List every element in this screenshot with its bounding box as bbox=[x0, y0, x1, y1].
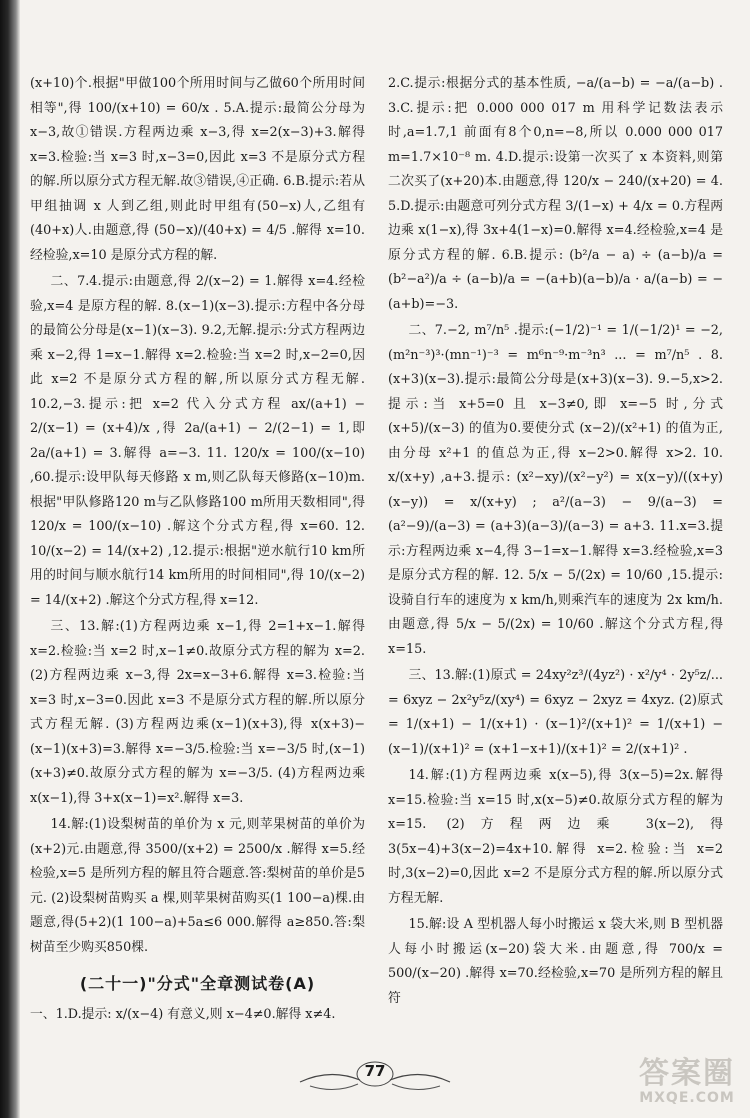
watermark-line2: MXQE.COM bbox=[639, 1090, 735, 1106]
page-number bbox=[290, 1060, 460, 1100]
left-paragraph: 二、7.4.提示:由题意,得 2/(x−2) = 1.解得 x=4.经检验,x=4 是原方程的解. 8.(x−1)(x−3).提示:方程中各分母的最简公分母是(x−1)(x−3). 9.2,无解.提示:分式方程两边乘 x−2,得 1=x−1.解得 x=2.检验:当 x=2 时,x−2=0,因此 x=2 不是原分式方程的解,所以原分式方程无解. 10.2,−3.提示:把 x=2 代入分式方程 ax/(a+1) − 2/(x−1) = (x+4)/x ,得 2a/(a+1) − 2/(2−1) = 1,即 2a/(a+1) = 3.解得 a=−3. 11. 120/x = 100/(x−10) ,60.提示:设甲队每天修路 x m,则乙队每天修路(x−10)m.根据"甲队修路120 m与乙队修路100 m所用天数相同",得 120/x = 100/(x−10) .解这个分式方程,得 x=60. 12. 10/(x−2) = 14/(x+2) ,12.提示:根据"逆水航行10 km所用的时间与顺水航行14 km所用的时间相同",得 10/(x−2) = 14/(x+2) .解这个分式方程,得 x=12. bbox=[30, 274, 365, 608]
right-paragraph: 15.解:设 A 型机器人每小时搬运 x 袋大米,则 B 型机器人每小时搬运(x−20)袋大米.由题意,得 700/x = 500/(x−20) .解得 x=70.经检验,x=70 是所列方程的解且符 bbox=[388, 917, 723, 1006]
left-paragraph: 三、13.解:(1)方程两边乘 x−1,得 2=1+x−1.解得 x=2.检验:当 x=2 时,x−1≠0.故原分式方程的解为 x=2. (2)方程两边乘 x−3,得 2x=x−3+6.解得 x=3.检验:当 x=3 时,x−3=0.因此 x=3 不是原分式方程的解.所以原分式方程无解. (3)方程两边乘(x−1)(x+3),得 x(x+3)−(x−1)(x+3)=3.解得 x=−3/5.检验:当 x=−3/5 时,(x−1)(x+3)≠0.故原分式方程的解为 x=−3/5. (4)方程两边乘 x(x−1),得 3+x(x−1)=x².解得 x=3. bbox=[30, 619, 365, 806]
right-paragraph: 二、7.−2, m⁷/n⁵ .提示:(−1/2)⁻¹ = 1/(−1/2)¹ = −2,(m²n⁻³)³·(mn⁻¹)⁻³ = m⁶n⁻⁹·m⁻³n³ ... = m⁷/n⁵ . 8.(x+3)(x−3).提示:最简公分母是(x+3)(x−3). 9.−5,x>2.提示:当 x+5=0 且 x−3≠0,即 x=−5 时,分式 (x+5)/(x−3) 的值为0.要使分式 (x−2)/(x²+1) 的值为正,由分母 x²+1 的值总为正,得 x−2>0.解得 x>2. 10. x/(x+y) ,a+3.提示: (x²−xy)/(x²−y²) = x(x−y)/((x+y)(x−y)) = x/(x+y) ; a²/(a−3) − 9/(a−3) = (a²−9)/(a−3) = (a+3)(a−3)/(a−3) = a+3. 11.x=3.提示:方程两边乘 x−4,得 3−1=x−1.解得 x=3.经检验,x=3 是原分式方程的解. 12. 5/x − 5/(2x) = 10/60 ,15.提示:设骑自行车的速度为 x km/h,则乘汽车的速度为 2x km/h.由题意,得 5/x − 5/(2x) = 10/60 .解这个分式方程,得 x=15. bbox=[388, 323, 723, 657]
chapter-title: (二十一)"分式"全章测试卷(A) bbox=[79, 974, 316, 993]
page-binding-edge bbox=[0, 0, 20, 1118]
watermark-line1: 答案圈 bbox=[639, 1056, 735, 1091]
watermark-logo bbox=[628, 1058, 746, 1114]
left-paragraph: 一、1.D.提示: x/(x−4) 有意义,则 x−4≠0.解得 x≠4. bbox=[30, 1006, 336, 1022]
right-column bbox=[388, 72, 723, 1013]
left-paragraph: (x+10)个.根据"甲做100个所用时间与乙做60个所用时间相等",得 100/(x+10) = 60/x . 5.A.提示:最简公分母为x−3,故①错误.方程两边乘 x−3,得 x=2(x−3)+3.解得 x=3.检验:当 x=3 时,x−3=0,因此 x=3 不是原分式方程的解.所以原分式方程无解.故③错误,④正确. 6.B.提示:若从甲组抽调 x 人到乙组,则此时甲组有(50−x)人,乙组有(40+x)人.由题意,得 (50−x)/(40+x) = 4/5 .解得 x=10.经检验,x=10 是原分式方程的解. bbox=[30, 76, 365, 263]
left-column bbox=[30, 72, 365, 1029]
right-paragraph: 14.解:(1)方程两边乘 x(x−5),得 3(x−5)=2x.解得 x=15.检验:当 x=15 时,x(x−5)≠0.故原分式方程的解为 x=15. (2)方程两边乘 3(x−2),得 3(5x−4)+3(x−2)=4x+10.解得 x=2.检验:当 x=2 时,3(x−2)=0,因此 x=2 不是原分式方程的解.所以原分式方程无解. bbox=[388, 768, 723, 906]
right-paragraph: 三、13.解:(1)原式 = 24xy²z³/(4yz²) · x²/y⁴ · 2y⁵z/... = 6xyz − 2x²y⁵z/(xy⁴) = 6xyz − 2xyz = 4xyz. (2)原式 = 1/(x+1) − 1/(x+1) · (x−1)²/(x+1)² = 1/(x+1) − (x−1)/(x+1)² = (x+1−x+1)/(x+1)² = 2/(x+1)² . bbox=[388, 668, 723, 757]
page-number-text: 77 bbox=[364, 1062, 386, 1080]
right-paragraph: 2.C.提示:根据分式的基本性质, −a/(a−b) = −a/(a−b) . 3.C.提示:把 0.000 000 017 m 用科学记数法表示时,a=1.7,1 前面有8个0,n=−8,所以 0.000 000 017 m=1.7×10⁻⁸ m. 4.D.提示:设第一次买了 x 本资料,则第二次买了(x+20)本.由题意,得 120/x − 240/(x+20) = 4. 5.D.提示:由题意可列分式方程 3/(1−x) + 4/x = 0.方程两边乘 x(1−x),得 3x+4(1−x)=0.解得 x=4.经检验,x=4 是原分式方程的解. 6.B.提示: (b²/a − a) ÷ (a−b)/a = (b²−a²)/a ÷ (a−b)/a = −(a+b)(a−b)/a · a/(a−b) = −(a+b)=−3. bbox=[388, 76, 723, 312]
left-paragraph: 14.解:(1)设梨树苗的单价为 x 元,则苹果树苗的单价为(x+2)元.由题意,得 3500/(x+2) = 2500/x .解得 x=5.经检验,x=5 是所列方程的解且符合题意.答:梨树苗的单价是5元. (2)设梨树苗购买 a 棵,则苹果树苗购买(1 100−a)棵.由题意,得(5+2)(1 100−a)+5a≤6 000.解得 a≥850.答:梨树苗至少购买850棵. bbox=[30, 817, 365, 955]
